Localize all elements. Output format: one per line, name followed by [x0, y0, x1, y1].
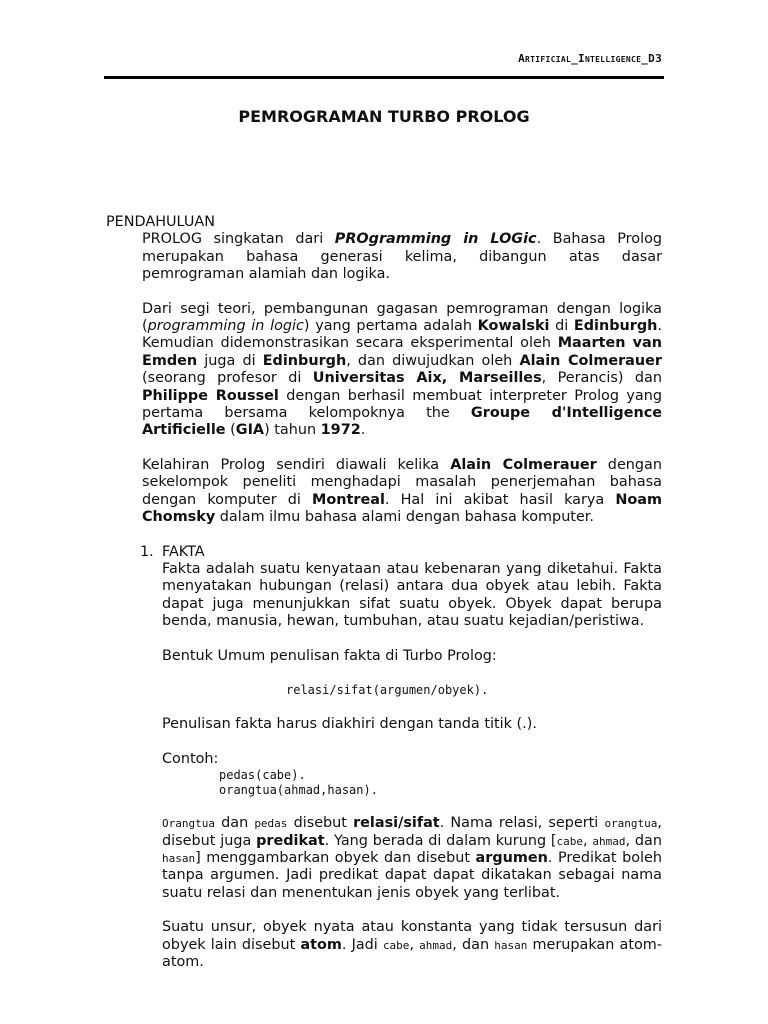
code-example-1: pedas(cabe).: [219, 768, 306, 783]
text: ] menggambarkan obyek dan disebut: [195, 849, 476, 866]
text: . Hal ini akibat hasil karya: [384, 491, 616, 508]
paragraph-penulisan: Penulisan fakta harus diakhiri dengan tanda titik (.).: [162, 716, 537, 733]
code-example-2: orangtua(ahmad,hasan).: [219, 783, 378, 798]
list-number: 1.: [140, 543, 154, 560]
text: . Nama relasi, seperti: [439, 815, 605, 832]
paragraph-relasi: [162, 815, 662, 902]
text: Dari segi teori, pembangunan gagasan pemrograman dengan logika (: [142, 300, 662, 335]
text: dalam ilmu bahasa alami dengan bahasa komputer.: [215, 509, 594, 526]
italic-term: programming in logic: [147, 318, 304, 335]
header-rule: [104, 76, 664, 79]
text: ,: [409, 936, 420, 953]
list-heading: FAKTA: [162, 543, 205, 560]
text: juga di: [197, 352, 263, 369]
bold-term: GIA: [235, 422, 265, 439]
text: dengan berhasil membuat interpreter Prolog yang pertama bersama kelompoknya the: [142, 387, 662, 422]
list-item-fakta: [140, 543, 662, 561]
text: Suatu unsur, obyek nyata atau konstanta yang tidak tersusun dari obyek lain disebut: [162, 919, 662, 953]
bold-term: Philippe Roussel: [142, 387, 279, 404]
text: , Perancis) dan: [541, 370, 662, 387]
text: , dan diwujudkan oleh: [346, 352, 520, 369]
page-title: PEMROGRAMAN TURBO PROLOG: [238, 107, 530, 126]
text: merupakan atom-atom.: [162, 936, 662, 970]
section-heading: PENDAHULUAN: [106, 214, 216, 230]
paragraph-origin: [142, 457, 662, 527]
paragraph-fakta-def: Fakta adalah suatu kenyataan atau kebenaran yang diketahui. Fakta menyatakan hubungan (relasi) antara dua obyek atau lebih. Fakta dapat juga menunjukkan sifat suatu obyek. Obyek dapat berupa benda, manusia, hewan, tumbuhan, atau suatu kejadian/peristiwa.: [162, 560, 662, 630]
text: , dan: [625, 832, 662, 849]
bold-term: Alain Colmerauer: [519, 352, 662, 369]
paragraph-atom: [162, 919, 662, 971]
bold-term: Edinburgh: [573, 318, 658, 335]
text: . Jadi: [341, 936, 383, 953]
emphasis-term: PROgramming in LOGic: [334, 231, 537, 248]
text: ,: [583, 832, 593, 849]
bold-term: Maarten van Emden: [142, 335, 662, 369]
bold-term: argumen: [475, 849, 548, 866]
text: (: [225, 422, 236, 439]
code-term: cabe: [556, 834, 584, 848]
paragraph-history: [142, 301, 662, 440]
text: . Yang berada di dalam kurung [: [324, 832, 557, 849]
bold-term: Kowalski: [477, 318, 550, 335]
bold-term: predikat: [256, 832, 325, 849]
paragraph-intro: [142, 231, 662, 283]
example-label: Contoh:: [162, 750, 219, 767]
text: , dan: [452, 936, 495, 953]
code-term: ahmad: [592, 834, 626, 848]
code-term: hasan: [162, 851, 196, 865]
bold-term: Alain Colmerauer: [450, 456, 597, 473]
text: .: [360, 422, 366, 439]
text: di: [549, 318, 574, 335]
running-header: Artificial_Intelligence_D3: [518, 52, 662, 65]
code-term: cabe: [382, 938, 410, 952]
paragraph-bentuk-umum: Bentuk Umum penulisan fakta di Turbo Prolog:: [162, 647, 497, 664]
bold-term: Montreal: [312, 491, 385, 508]
code-term: Orangtua: [162, 817, 215, 831]
text: . Bahasa Prolog merupakan bahasa generasi kelima, dibangun atas dasar pemrograman alamiah dan logika.: [142, 231, 663, 283]
text: ) yang pertama adalah: [303, 318, 478, 335]
bold-term: Groupe d'Intelligence Artificielle: [142, 405, 663, 439]
text: dan: [214, 815, 255, 832]
bold-term: Universitas Aix, Marseilles: [312, 370, 542, 387]
text: Kelahiran Prolog sendiri diawali kelika: [142, 456, 451, 473]
code-general-form: relasi/sifat(argumen/obyek).: [286, 682, 489, 697]
bold-term: 1972: [320, 422, 361, 439]
text: . Predikat boleh tanpa argumen. Jadi predikat dapat dapat dikatakan sebagai nama suatu relasi dan menentukan jenis obyek yang terlibat.: [162, 849, 663, 901]
text: disebut: [287, 815, 354, 832]
text: . Kemudian didemonstrasikan secara eksperimental oleh: [142, 318, 662, 352]
code-term: pedas: [254, 817, 288, 831]
text: (seorang profesor di: [142, 370, 313, 387]
document-body: [106, 214, 662, 971]
text: dengan sekelompok peneliti menghadapi masalah penerjemahan bahasa dengan komputer di: [142, 456, 662, 508]
bold-term: Edinburgh: [262, 352, 347, 369]
code-term: orangtua: [604, 817, 658, 831]
code-term: ahmad: [419, 938, 453, 952]
text: ) tahun: [264, 422, 321, 439]
bold-term: Noam Chomsky: [142, 491, 663, 526]
text: , disebut juga: [162, 815, 662, 849]
text: PROLOG singkatan dari: [142, 231, 335, 248]
bold-term: relasi/sifat: [353, 815, 440, 832]
code-term: hasan: [494, 938, 528, 952]
bold-term: atom: [300, 936, 342, 953]
